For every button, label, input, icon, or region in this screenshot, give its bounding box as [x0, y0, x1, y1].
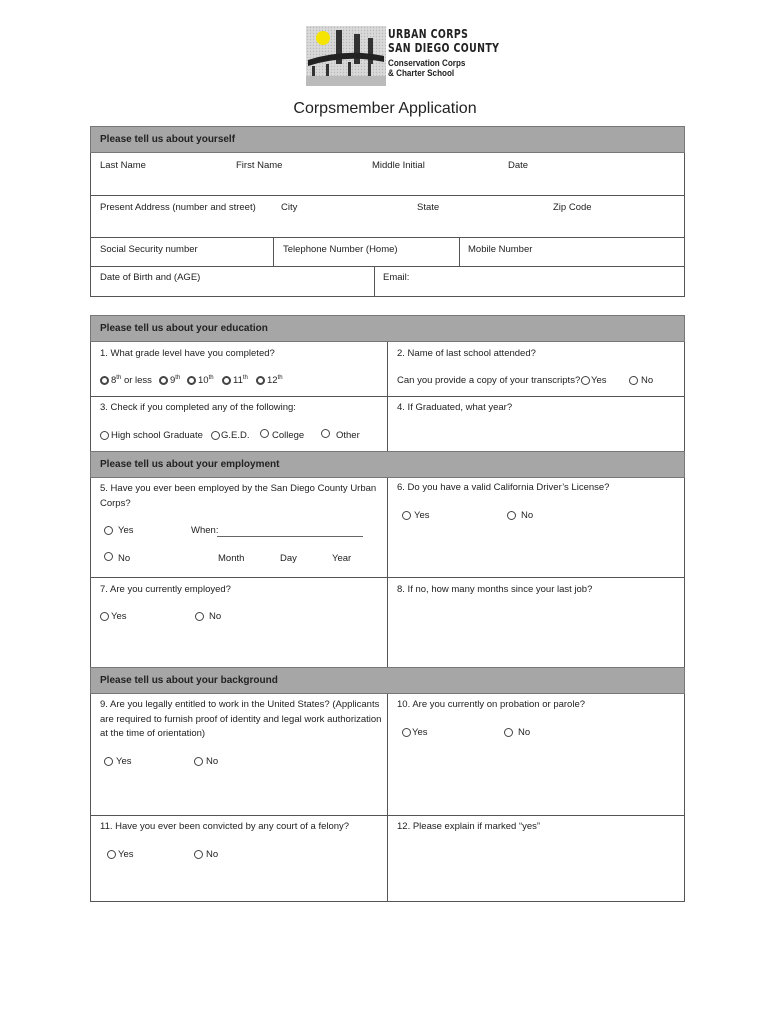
grade-12-text	[267, 375, 283, 387]
q5-no-radio[interactable]	[104, 552, 113, 561]
grade-8-text	[111, 375, 152, 387]
ssn-label[interactable]: Social Security number	[100, 244, 198, 255]
col-divider	[387, 694, 388, 902]
q11-label: 11. Have you ever been convicted by any court of a felony?	[100, 821, 350, 832]
grade-9-sup: th	[175, 375, 181, 381]
q5-yes-label: Yes	[118, 525, 134, 536]
border-left	[90, 342, 91, 452]
grade-10-text	[198, 375, 214, 387]
section-heading-education: Please tell us about your education	[90, 315, 685, 342]
q10-label: 10. Are you currently on probation or parole?	[397, 699, 586, 710]
urban-corps-logo-icon	[306, 26, 386, 86]
grade-11-text	[233, 375, 248, 387]
q9-no-radio[interactable]	[194, 757, 203, 766]
last-name-label[interactable]: Last Name	[100, 160, 146, 171]
border-right	[684, 694, 685, 902]
q10-no-label: No	[518, 727, 531, 738]
row-divider	[90, 237, 685, 238]
q6-no-radio[interactable]	[507, 511, 516, 520]
row-divider	[90, 266, 685, 267]
col-divider	[273, 237, 274, 266]
row-divider	[90, 577, 685, 578]
grade-8-suffix: or less	[121, 375, 152, 386]
border-left	[90, 694, 91, 902]
q4-label[interactable]: 4. If Graduated, what year?	[397, 402, 513, 413]
transcripts-question: Can you provide a copy of your transcripts?	[397, 375, 581, 386]
border-right	[684, 153, 685, 297]
q7-label: 7. Are you currently employed?	[100, 584, 231, 595]
ged-radio[interactable]	[211, 431, 220, 440]
q9-label: 9. Are you legally entitled to work in the United States? (Applicants are required to furnish proof of identity and legal work authorization at the time of orientation)	[100, 699, 382, 739]
q10-no-radio[interactable]	[504, 728, 513, 737]
grade-10-sup: th	[208, 375, 214, 381]
year-label: Year	[332, 553, 352, 564]
q11-no-label: No	[206, 849, 219, 860]
mobile-number-label[interactable]: Mobile Number	[468, 244, 533, 255]
q1-label: 1. What grade level have you completed?	[100, 348, 275, 359]
transcripts-yes-radio[interactable]	[581, 376, 590, 385]
row-divider	[90, 815, 685, 816]
grade-11-sup: th	[242, 375, 248, 381]
other-label: Other	[336, 430, 360, 441]
q6-label: 6. Do you have a valid California Driver’s License?	[397, 482, 610, 493]
border-right	[684, 342, 685, 452]
q5-yes-radio[interactable]	[104, 526, 113, 535]
logo-line-3: Conservation Corps	[388, 58, 466, 68]
row-divider	[90, 396, 685, 397]
q9-no-label: No	[206, 756, 219, 767]
grade-12-radio[interactable]	[256, 376, 265, 385]
q12-label[interactable]: 12. Please explain if marked “yes”	[397, 821, 541, 832]
logo-text	[388, 28, 531, 78]
q6-yes-radio[interactable]	[402, 511, 411, 520]
hs-graduate-label: High school Graduate	[111, 430, 203, 441]
state-label[interactable]: State	[417, 202, 440, 213]
hs-graduate-radio[interactable]	[100, 431, 109, 440]
grade-12-num: 12	[267, 375, 278, 386]
q8-label[interactable]: 8. If no, how many months since your last job?	[397, 584, 593, 595]
border-left	[90, 478, 91, 667]
q3-label: 3. Check if you completed any of the following:	[100, 402, 296, 413]
table-bottom-border	[90, 901, 685, 902]
when-input-line[interactable]	[217, 536, 363, 537]
email-label[interactable]: Email:	[383, 272, 410, 283]
col-divider	[374, 266, 375, 296]
grade-9-radio[interactable]	[159, 376, 168, 385]
transcripts-no-radio[interactable]	[629, 376, 638, 385]
address-label[interactable]: Present Address (number and street)	[100, 202, 256, 213]
logo-line-2: SAN DIEGO COUNTY	[388, 41, 500, 55]
grade-8-num: 8	[111, 375, 117, 386]
q6-no-label: No	[521, 510, 534, 521]
home-phone-label[interactable]: Telephone Number (Home)	[283, 244, 398, 255]
logo-line-1: URBAN CORPS	[388, 27, 469, 41]
transcripts-no-label: No	[641, 375, 654, 386]
grade-8-sup: th	[116, 375, 122, 381]
col-divider	[387, 342, 388, 452]
when-label: When:	[191, 525, 219, 536]
q7-yes-label: Yes	[111, 611, 127, 622]
dob-label[interactable]: Date of Birth and (AGE)	[100, 272, 201, 283]
col-divider	[459, 237, 460, 266]
transcripts-yes-label: Yes	[591, 375, 607, 386]
ged-label: G.E.D.	[221, 430, 250, 441]
city-label[interactable]: City	[281, 202, 298, 213]
q5-label: 5. Have you ever been employed by the San Diego County Urban Corps?	[100, 483, 377, 509]
college-label: College	[272, 430, 305, 441]
grade-8-radio[interactable]	[100, 376, 109, 385]
border-right	[684, 478, 685, 667]
q7-no-label: No	[209, 611, 222, 622]
urban-corps-logo	[306, 26, 500, 86]
date-label[interactable]: Date	[508, 160, 529, 171]
section-heading-yourself: Please tell us about yourself	[90, 126, 685, 153]
q11-yes-label: Yes	[118, 849, 134, 860]
grade-10-radio[interactable]	[187, 376, 196, 385]
col-divider	[387, 478, 388, 667]
day-label: Day	[280, 553, 297, 564]
other-radio[interactable]	[321, 429, 330, 438]
month-label: Month	[218, 553, 245, 564]
logo-line-4: & Charter School	[388, 68, 455, 78]
q10-yes-radio[interactable]	[402, 728, 411, 737]
q9-yes-label: Yes	[116, 756, 132, 767]
border-left	[90, 153, 91, 297]
q10-yes-label: Yes	[412, 727, 428, 738]
section-heading-background: Please tell us about your background	[90, 667, 685, 694]
zip-code-label[interactable]: Zip Code	[553, 202, 592, 213]
row-divider	[90, 195, 685, 196]
grade-11-num: 11	[233, 375, 243, 386]
q11-no-radio[interactable]	[194, 850, 203, 859]
q5-no-label: No	[118, 553, 131, 564]
page-title: Corpsmember Application	[293, 100, 477, 117]
q9-yes-radio[interactable]	[104, 757, 113, 766]
row-divider	[90, 296, 685, 297]
first-name-label[interactable]: First Name	[236, 160, 283, 171]
college-radio[interactable]	[260, 429, 269, 438]
q2-label[interactable]: 2. Name of last school attended?	[397, 348, 536, 359]
grade-12-sup: th	[277, 375, 283, 381]
grade-9-num: 9	[170, 375, 176, 386]
q7-yes-radio[interactable]	[100, 612, 109, 621]
q7-no-radio[interactable]	[195, 612, 204, 621]
grade-10-num: 10	[198, 375, 209, 386]
q6-yes-label: Yes	[414, 510, 430, 521]
q11-yes-radio[interactable]	[107, 850, 116, 859]
grade-11-radio[interactable]	[222, 376, 231, 385]
section-heading-employment: Please tell us about your employment	[90, 451, 685, 478]
grade-9-text	[170, 375, 180, 387]
middle-initial-label[interactable]: Middle Initial	[372, 160, 425, 171]
